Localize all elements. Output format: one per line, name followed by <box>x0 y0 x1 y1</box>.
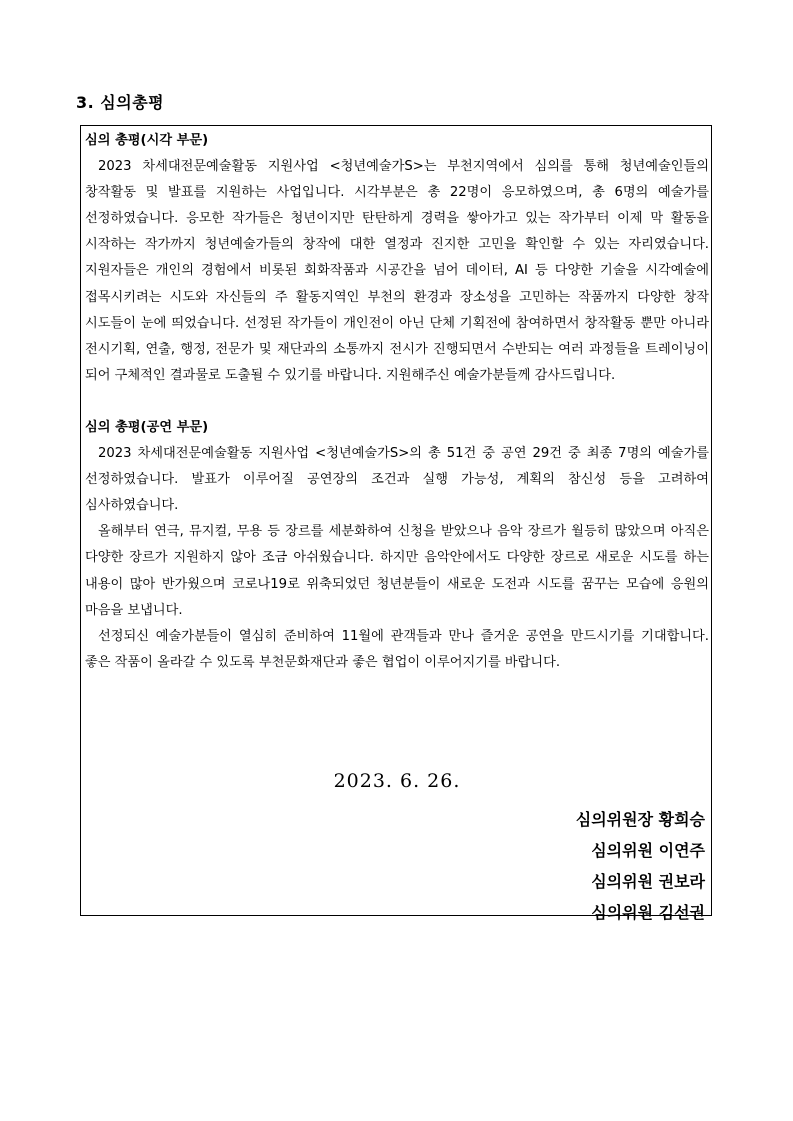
visual-review-paragraph: 2023 차세대전문예술활동 지원사업 <청년예술가S>는 부천지역에서 심의를 통해 청년예술인들의 창작활동 및 발표를 지원하는 사업입니다. 시각부분은 총 22명이 응모하였으며, 총 6명의 예술가를 선정하였습니다. 응모한 작가들은 청년이지만 탄탄하게 경력을 쌓아가고 있는 작가부터 이제 막 활동을 시작하는 작가까지 청년예술가들의 창작에 대한 열정과 진지한 고민을 확인할 수 있는 자리였습니다. 지원자들은 개인의 경험에서 비롯된 회화작품과 시공간을 넘어 데이터, AI 등 다양한 기술을 시각예술에 접목시키려는 시도와 자신들의 주 활동지역인 부천의 환경과 장소성을 고민하는 작품까지 다양한 창작 시도들이 눈에 띄었습니다. 선정된 작가들이 개인전이 아닌 단체 기획전에 참여하면서 창작활동 뿐만 아니라 전시기획, 연출, 행정, 전문가 및 재단과의 소통까지 전시가 진행되면서 수반되는 여러 과정들을 트레이닝이 되어 구체적인 결과물로 도출될 수 있기를 바랍니다. 지원해주신 예술가분들께 감사드립니다. <box>85 159 709 383</box>
performance-review-paragraph-2: 올해부터 연극, 뮤지컬, 무용 등 장르를 세분화하여 신청을 받았으나 음악 장르가 월등히 많았으며 아직은 다양한 장르가 지원하지 않아 조금 아쉬웠습니다. 하지만 음악안에서도 다양한 장르로 새로운 시도를 하는 내용이 많아 반가웠으며 코로나19로 위축되었던 청년분들이 새로운 도전과 시도를 꿈꾸는 모습에 응원의 마음을 보냅니다. <box>85 524 709 618</box>
member-name: 김선권 <box>658 903 705 922</box>
performance-review-heading: 심의 총평(공연 부문) <box>85 419 209 435</box>
member-role: 심의위원장 <box>575 810 654 829</box>
performance-review-paragraph-1: 2023 차세대전문예술활동 지원사업 <청년예술가S>의 총 51건 중 공연 29건 중 최종 7명의 예술가를 선정하였습니다. 발표가 이루어질 공연장의 조건과 실행 가능성, 계획의 참신성 등을 고려하여 심사하였습니다. <box>85 446 709 514</box>
committee-member <box>576 866 705 897</box>
committee-member <box>576 804 705 835</box>
performance-review-paragraph-3: 선정되신 예술가분들이 열심히 준비하여 11월에 관객들과 만나 즐거운 공연을 만드시기를 기대합니다. 좋은 작품이 올라갈 수 있도록 부천문화재단과 좋은 협업이 이루어지기를 바랍니다. <box>85 628 709 670</box>
committee-signatures <box>576 804 705 928</box>
visual-review-heading: 심의 총평(시각 부문) <box>85 133 209 148</box>
member-name: 황희승 <box>658 810 705 829</box>
committee-member <box>576 897 705 928</box>
committee-member <box>576 835 705 866</box>
section-heading: 3. 심의총평 <box>76 93 165 112</box>
member-name: 이연주 <box>658 841 705 860</box>
section-spacer <box>85 389 709 415</box>
review-content <box>85 128 709 676</box>
member-role: 심의위원 <box>591 841 654 860</box>
member-name: 권보라 <box>658 872 705 891</box>
review-box <box>80 125 712 922</box>
member-role: 심의위원 <box>591 903 654 922</box>
member-role: 심의위원 <box>591 872 654 891</box>
review-date: 2023. 6. 26. <box>333 770 461 792</box>
